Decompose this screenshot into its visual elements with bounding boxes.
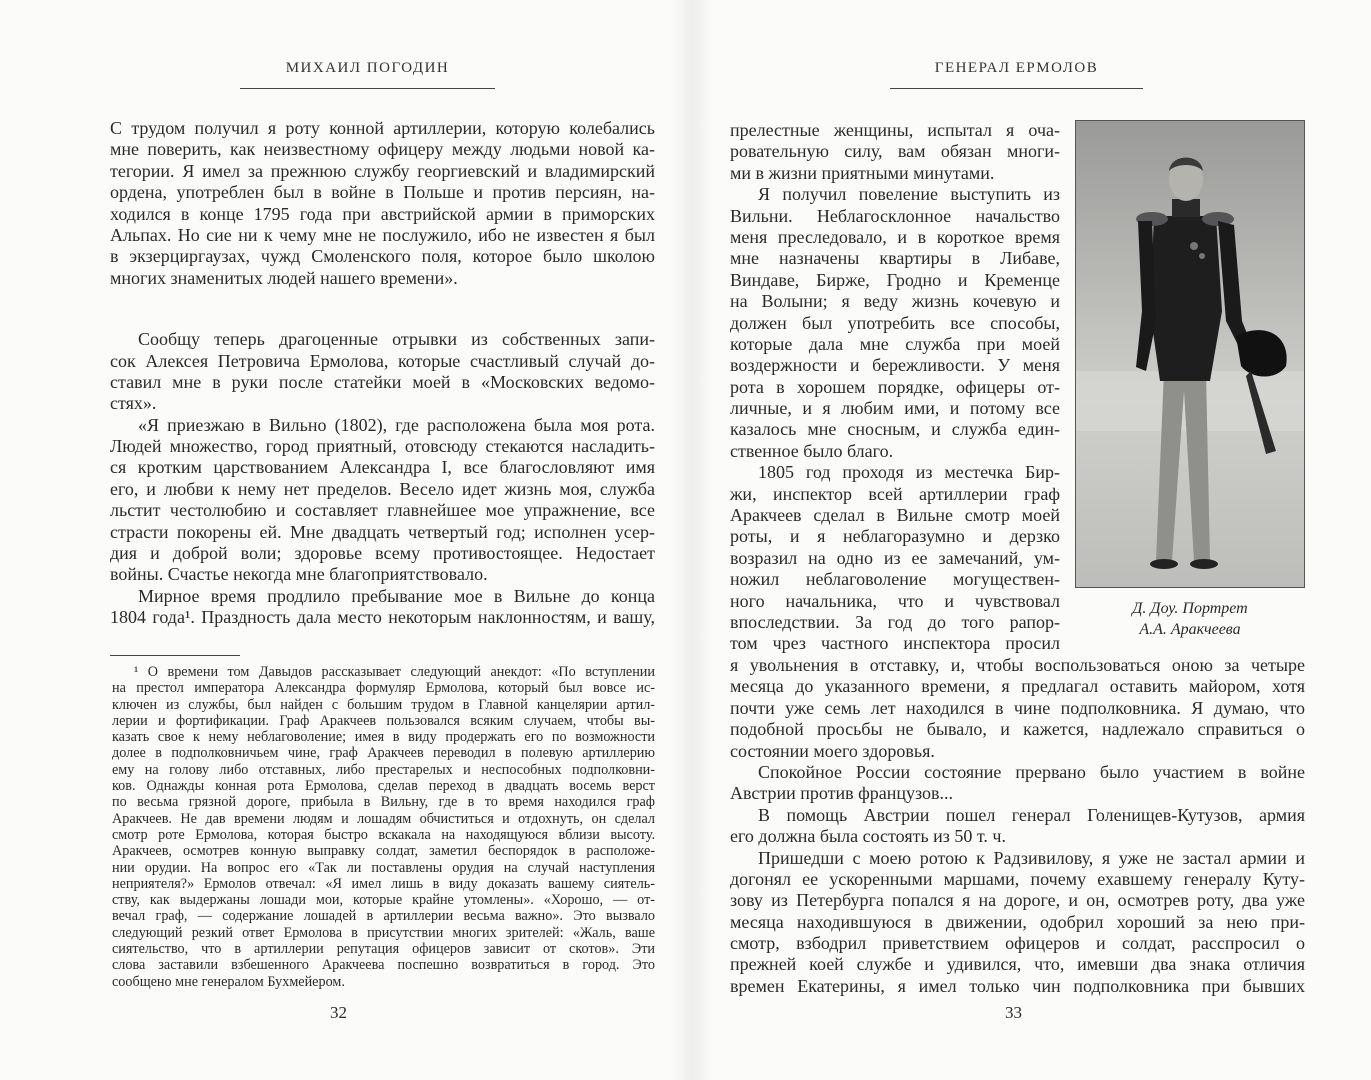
text-line: ровательную силу, вам обязан многи- (730, 141, 1060, 162)
text-line: его должна была состоять из 50 т. ч. (730, 826, 1006, 847)
text-line: ся кротким царствованием Александра I, все благословляют имя (110, 457, 655, 478)
footnote-line: сообщено мне генералом Бухмейером. (112, 973, 345, 990)
text-line: многих знаменитых людей нашего времени». (110, 267, 458, 288)
text-line: времен Екатерины, я имел только чин подполковника при бывших (730, 975, 1305, 996)
page-number-left: 32 (330, 1003, 347, 1022)
text-line: его, и любви к нему нет пределов. Весело идет жизнь моя, служба (110, 478, 655, 499)
text-line: ми в жизни приятными минутами. (730, 162, 995, 183)
text-line: жи, инспектор всей артиллерии граф (730, 483, 1060, 504)
text-line: С трудом получил я роту конной артиллерии, которую колебались (110, 118, 655, 138)
text-line: ножил неблаговоление могуществен- (730, 569, 1060, 590)
text-line: я увольнения в отставку, и, чтобы воспользоваться оною за четыре (730, 655, 1305, 675)
text-line: сок Алексея Петровича Ермолова, которые счастливый случай до- (110, 350, 655, 371)
text-line: стях». (110, 393, 157, 414)
footnote-line: ему на голову либо отставных, либо престарелых и неспособных подполковни- (112, 761, 655, 778)
text-line: месяца находившуюся в движении, одобрил хороший за нею при- (730, 911, 1305, 932)
text-line: впоследствии. За год до того рапор- (730, 611, 1060, 632)
text-line: роты, и я неблагоразумно и дерзко (730, 526, 1060, 547)
text-line: Австрии против французов... (730, 783, 954, 804)
footnote-line: вечал граф, — содержание лошадей в артиллерии весьма важно». Это вызвало (112, 908, 655, 925)
footnote-line: смотр роте Ермолова, которая быстро вскакала на находящуюся вблизи высоту. (112, 826, 655, 843)
text-line: Аракчеев сделал в Вильне смотр моей (730, 505, 1060, 526)
footnote-line: долее в подполковничьем чине, граф Аракчеев переводил в полевую артиллерию (112, 745, 655, 762)
caption-line: А.А. Аракчеева (1139, 621, 1241, 638)
text-line: мне назначены квартиры в Либаве, (730, 248, 1060, 269)
text-line: Мирное время продлило пребывание мое в Вильне до конца (138, 585, 655, 606)
portrait-officer-illustration (1076, 121, 1304, 587)
right-page-column-text (730, 120, 1060, 655)
text-line: Вильни. Неблагосклонное начальство (730, 205, 1060, 226)
text-line: смотр, взбодрил приветствием офицеров и солдат, расспросил о (730, 933, 1305, 954)
text-line: Альпах. Но сие ни к чему мне не послужило, ибо не известен я был (110, 224, 655, 245)
page-number-right: 33 (1005, 1003, 1022, 1022)
footnote-line: ¹ О времени том Давыдов рассказывает следующий анекдот: «По вступлении (134, 664, 655, 680)
text-line: 1805 год проходя из местечка Бир- (758, 462, 1060, 483)
book-gutter-shadow (672, 0, 712, 1080)
text-line: льстит честолюбию и составляет главнейшее мое упражнение, все (110, 500, 655, 521)
footnote-line: ству, как выдержаны лошади мои, которые крайне утомлены». «Хорошо, — от- (112, 892, 655, 909)
text-line: мне поверить, как неизвестному офицеру между людьми новой ка- (110, 139, 655, 160)
footnote-line: ключен из службы, был найден с большим трудом в Главной канцелярии артил- (112, 696, 655, 713)
right-page-body (730, 655, 1305, 997)
footnote-line: на престол императора Александра формуляр Ермолова, который был вовсе ис- (112, 680, 655, 697)
text-line: месяца до указанного времени, я предлагал оставить майором, хотя (730, 676, 1305, 697)
section-break (110, 289, 655, 329)
text-line: «Я приезжаю в Вильно (1802), где расположена была моя рота. (138, 414, 655, 435)
text-line: 1804 года¹. Праздность дала место некоторым наклонностям, и вашу, (110, 607, 655, 628)
text-line: Пришедши с моею ротою к Радзивилову, я уже не застал армии и (758, 847, 1305, 868)
text-line: воздержности и бережливости. У меня (730, 355, 1060, 376)
text-line: Людей множество, город приятный, отовсюду стекаются насладить- (110, 436, 655, 457)
text-line: тегории. Я имел за прежнюю службу георгиевский и владимирский (110, 160, 655, 181)
text-line: прежней коей службе и удивился, что, имевши два знака отличия (730, 954, 1305, 975)
text-line: личные, и я любим ими, и потому все (730, 398, 1060, 419)
text-line: страсти покорены ей. Мне двадцать четвертый год; исполнен усер- (110, 521, 655, 542)
footnote-line: слова заставили взбешенного Аракчеева поспешно возвратиться в город. Это (112, 957, 655, 974)
text-line: на Волыни; я веду жизнь кочевую и (730, 291, 1060, 312)
text-line: ставил мне в руки после статейки моей в «Московских ведомо- (110, 371, 655, 392)
footnote-line: нии орудии. На вопрос его «Так ли поставлены орудия на случай наступления (112, 859, 655, 876)
text-line: ордена, употреблен был в войне в Польше и против персиян, на- (110, 182, 655, 203)
caption-line: Д. Доу. Портрет (1132, 600, 1248, 617)
portrait-image (1075, 120, 1305, 588)
running-head-right: ГЕНЕРАЛ ЕРМОЛОВ (934, 60, 1099, 76)
left-page-body (110, 118, 655, 629)
text-line: в экзерциргаузах, чужд Смоленского поля, которое было школою (110, 246, 655, 267)
footnote-line: ков. Однажды конная рота Ермолова, сделав переход в двадцать восемь верст (112, 778, 655, 795)
text-line: войны. Счастье некогда мне благоприятствовало. (110, 564, 488, 585)
footnote-line: Аракчеев, осмотрев конную выправку солдат, заметил беспорядок в расположе- (112, 843, 655, 860)
footnote (112, 664, 655, 990)
footnote-rule (110, 655, 240, 656)
text-line: которые дала мне служба при моей (730, 333, 1060, 354)
footnote-line: следующий резкий ответ Ермолова в присутствии многих зрителей: «Жаль, ваше (112, 924, 655, 941)
text-line: Спокойное России состояние прервано было участием в войне (758, 761, 1305, 782)
text-line: ходился в конце 1795 года при австрийской армии в приморских (110, 203, 655, 224)
text-line: Сообщу теперь драгоценные отрывки из собственных запи- (138, 329, 655, 350)
portrait-caption (1075, 598, 1305, 640)
running-head-rule (240, 88, 495, 89)
text-line: рота в хорошем порядке, офицеры от- (730, 376, 1060, 397)
text-line: почти уже семь лет находился в чине подполковника. Я думаю, что (730, 697, 1305, 718)
text-line: В помощь Австрии пошел генерал Голенищев-Кутузов, армия (758, 804, 1305, 825)
text-line: должен был употребить все способы, (730, 312, 1060, 333)
footnote-line: лерии и фортификации. Граф Аракчеев пользовался всяким случаем, чтобы вы- (112, 712, 655, 729)
text-line: казалось мне сносным, и служба един- (730, 419, 1060, 440)
text-line: ного начальника, что и чувствовал (730, 590, 1060, 611)
footnote-line: сиятельство, что в артиллерии репутация офицеров зависит от скотов». Эти (112, 941, 655, 958)
text-line: меня преследовало, и в короткое время (730, 226, 1060, 247)
running-head-left: МИХАИЛ ПОГОДИН (285, 60, 450, 76)
footnote-line: неприятеля?» Ермолов отвечал: «Я имел лишь в виду доказать вашему сиятель- (112, 875, 655, 892)
text-line: Виндаве, Бирже, Гродно и Кременце (730, 269, 1060, 290)
footnote-line: Аракчеев. Не дав времени людям и лошадям обчиститься и отдохнуть, он сделал (112, 810, 655, 827)
footnote-line: по весьма грязной дороге, прибыла в Вильну, где в то время находился граф (112, 794, 655, 811)
text-line: догонял ее ускоренными маршами, почему ехавшему генералу Куту- (730, 868, 1305, 889)
text-line: дия и доброй воли; здоровье всему противостоящее. Недостает (110, 543, 655, 564)
text-line: возразил на одно из ее замечаний, ум- (730, 547, 1060, 568)
footnote-line: казать свое к нему неблаговоление; имея в виду продержать его по возможности (112, 729, 655, 746)
text-line: прелестные женщины, испытал я оча- (730, 120, 1060, 140)
text-line: зову из Петербурга попался я на дороге, и он, осмотрев роту, два уже (730, 890, 1305, 911)
text-line: Я получил повеление выступить из (758, 184, 1060, 205)
running-head-rule (890, 88, 1143, 89)
text-line: том чрез частного инспектора просил (730, 633, 1060, 654)
text-line: ственное было благо. (730, 440, 894, 461)
text-line: подобной просьбы не бывало, и кажется, надлежало справиться о (730, 719, 1305, 740)
text-line: состоянии моего здоровья. (730, 740, 935, 761)
